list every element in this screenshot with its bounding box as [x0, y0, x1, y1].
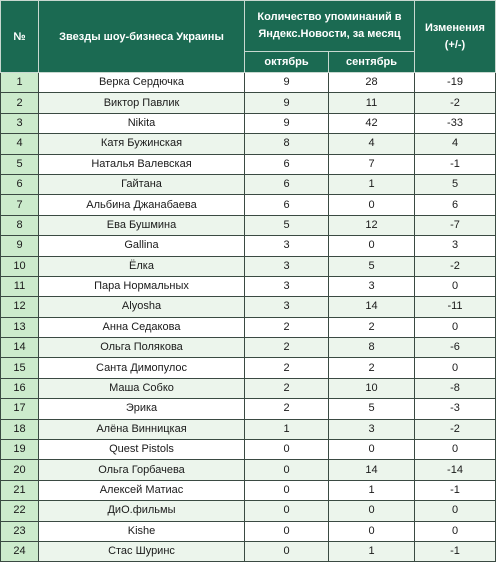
row-october: 6	[245, 195, 329, 215]
row-name: Ольга Горбачева	[39, 460, 245, 480]
row-september: 11	[329, 93, 415, 113]
header-mentions: Количество упоминаний в Яндекс.Новости, за месяц	[245, 1, 415, 52]
row-number: 4	[1, 134, 39, 154]
row-number: 16	[1, 378, 39, 398]
row-change: -6	[415, 338, 496, 358]
table-body	[1, 73, 496, 562]
row-number: 5	[1, 154, 39, 174]
row-name: Гайтана	[39, 174, 245, 194]
row-number: 23	[1, 521, 39, 541]
row-september: 1	[329, 174, 415, 194]
row-name: Анна Седакова	[39, 317, 245, 337]
row-change: -11	[415, 297, 496, 317]
row-october: 0	[245, 521, 329, 541]
row-change: -33	[415, 113, 496, 133]
row-number: 13	[1, 317, 39, 337]
row-change: -2	[415, 419, 496, 439]
header-change: Изменения (+/-)	[415, 1, 496, 73]
row-october: 5	[245, 215, 329, 235]
header-october: октябрь	[245, 52, 329, 73]
row-october: 1	[245, 419, 329, 439]
row-september: 2	[329, 358, 415, 378]
table-row	[1, 195, 496, 215]
table-row	[1, 134, 496, 154]
row-september: 7	[329, 154, 415, 174]
table-row	[1, 215, 496, 235]
row-number: 12	[1, 297, 39, 317]
row-number: 22	[1, 501, 39, 521]
row-name: Ольга Полякова	[39, 338, 245, 358]
row-september: 1	[329, 541, 415, 561]
row-october: 3	[245, 236, 329, 256]
row-name: Стас Шуринс	[39, 541, 245, 561]
row-name: Пара Нормальных	[39, 276, 245, 296]
row-number: 24	[1, 541, 39, 561]
row-october: 6	[245, 154, 329, 174]
row-number: 1	[1, 73, 39, 93]
row-number: 17	[1, 399, 39, 419]
row-change: -2	[415, 93, 496, 113]
row-change: -2	[415, 256, 496, 276]
row-change: 0	[415, 317, 496, 337]
row-number: 18	[1, 419, 39, 439]
row-change: -1	[415, 541, 496, 561]
table-row	[1, 236, 496, 256]
row-october: 2	[245, 358, 329, 378]
row-name: Эрика	[39, 399, 245, 419]
header-name: Звезды шоу-бизнеса Украины	[39, 1, 245, 73]
row-september: 3	[329, 419, 415, 439]
row-name: Катя Бужинская	[39, 134, 245, 154]
row-october: 2	[245, 317, 329, 337]
row-name: Виктор Павлик	[39, 93, 245, 113]
table-row	[1, 174, 496, 194]
row-october: 9	[245, 73, 329, 93]
row-change: 0	[415, 521, 496, 541]
table-row	[1, 276, 496, 296]
row-change: -1	[415, 480, 496, 500]
table-row	[1, 521, 496, 541]
table-row	[1, 256, 496, 276]
row-september: 2	[329, 317, 415, 337]
row-october: 0	[245, 501, 329, 521]
row-name: Ева Бушмина	[39, 215, 245, 235]
row-october: 3	[245, 297, 329, 317]
row-change: 0	[415, 501, 496, 521]
row-name: Quest Pistols	[39, 440, 245, 460]
row-september: 3	[329, 276, 415, 296]
row-name: Ёлка	[39, 256, 245, 276]
row-september: 4	[329, 134, 415, 154]
table-row	[1, 317, 496, 337]
row-change: 6	[415, 195, 496, 215]
table-row	[1, 501, 496, 521]
row-name: ДиО.фильмы	[39, 501, 245, 521]
row-september: 1	[329, 480, 415, 500]
row-october: 8	[245, 134, 329, 154]
row-change: 4	[415, 134, 496, 154]
row-change: -14	[415, 460, 496, 480]
table-row	[1, 541, 496, 561]
row-number: 20	[1, 460, 39, 480]
row-change: 0	[415, 276, 496, 296]
table-row	[1, 460, 496, 480]
table-row	[1, 93, 496, 113]
row-september: 10	[329, 378, 415, 398]
table-row	[1, 297, 496, 317]
table-row	[1, 480, 496, 500]
table-row	[1, 378, 496, 398]
row-september: 0	[329, 195, 415, 215]
row-september: 14	[329, 297, 415, 317]
table-row	[1, 440, 496, 460]
row-number: 3	[1, 113, 39, 133]
table-row	[1, 113, 496, 133]
row-october: 9	[245, 93, 329, 113]
row-number: 19	[1, 440, 39, 460]
row-number: 9	[1, 236, 39, 256]
row-september: 28	[329, 73, 415, 93]
row-number: 7	[1, 195, 39, 215]
row-number: 8	[1, 215, 39, 235]
row-september: 0	[329, 501, 415, 521]
row-change: -1	[415, 154, 496, 174]
table-row	[1, 399, 496, 419]
row-september: 0	[329, 440, 415, 460]
row-october: 0	[245, 460, 329, 480]
row-name: Альбина Джанабаева	[39, 195, 245, 215]
row-number: 11	[1, 276, 39, 296]
row-name: Alyosha	[39, 297, 245, 317]
row-october: 0	[245, 541, 329, 561]
row-september: 0	[329, 236, 415, 256]
row-october: 2	[245, 378, 329, 398]
row-change: -3	[415, 399, 496, 419]
row-number: 14	[1, 338, 39, 358]
row-september: 8	[329, 338, 415, 358]
table-row	[1, 419, 496, 439]
row-name: Алексей Матиас	[39, 480, 245, 500]
row-change: -7	[415, 215, 496, 235]
row-october: 3	[245, 256, 329, 276]
row-september: 42	[329, 113, 415, 133]
table-row	[1, 338, 496, 358]
row-name: Kishe	[39, 521, 245, 541]
row-number: 10	[1, 256, 39, 276]
row-name: Наталья Валевская	[39, 154, 245, 174]
header-number: №	[1, 1, 39, 73]
row-name: Маша Собко	[39, 378, 245, 398]
row-number: 2	[1, 93, 39, 113]
row-september: 14	[329, 460, 415, 480]
row-october: 2	[245, 338, 329, 358]
row-change: -8	[415, 378, 496, 398]
row-october: 3	[245, 276, 329, 296]
row-october: 0	[245, 480, 329, 500]
row-change: 0	[415, 440, 496, 460]
table-header	[1, 1, 496, 73]
row-name: Алёна Винницкая	[39, 419, 245, 439]
row-change: 0	[415, 358, 496, 378]
table-row	[1, 358, 496, 378]
row-october: 6	[245, 174, 329, 194]
row-september: 5	[329, 256, 415, 276]
row-september: 0	[329, 521, 415, 541]
row-september: 12	[329, 215, 415, 235]
row-change: 3	[415, 236, 496, 256]
row-name: Санта Димопулос	[39, 358, 245, 378]
row-september: 5	[329, 399, 415, 419]
row-number: 21	[1, 480, 39, 500]
row-october: 9	[245, 113, 329, 133]
table-row	[1, 73, 496, 93]
row-change: 5	[415, 174, 496, 194]
header-september: сентябрь	[329, 52, 415, 73]
row-october: 0	[245, 440, 329, 460]
row-name: Nikita	[39, 113, 245, 133]
row-october: 2	[245, 399, 329, 419]
row-name: Gallina	[39, 236, 245, 256]
row-number: 6	[1, 174, 39, 194]
table-row	[1, 154, 496, 174]
row-number: 15	[1, 358, 39, 378]
row-name: Верка Сердючка	[39, 73, 245, 93]
row-change: -19	[415, 73, 496, 93]
